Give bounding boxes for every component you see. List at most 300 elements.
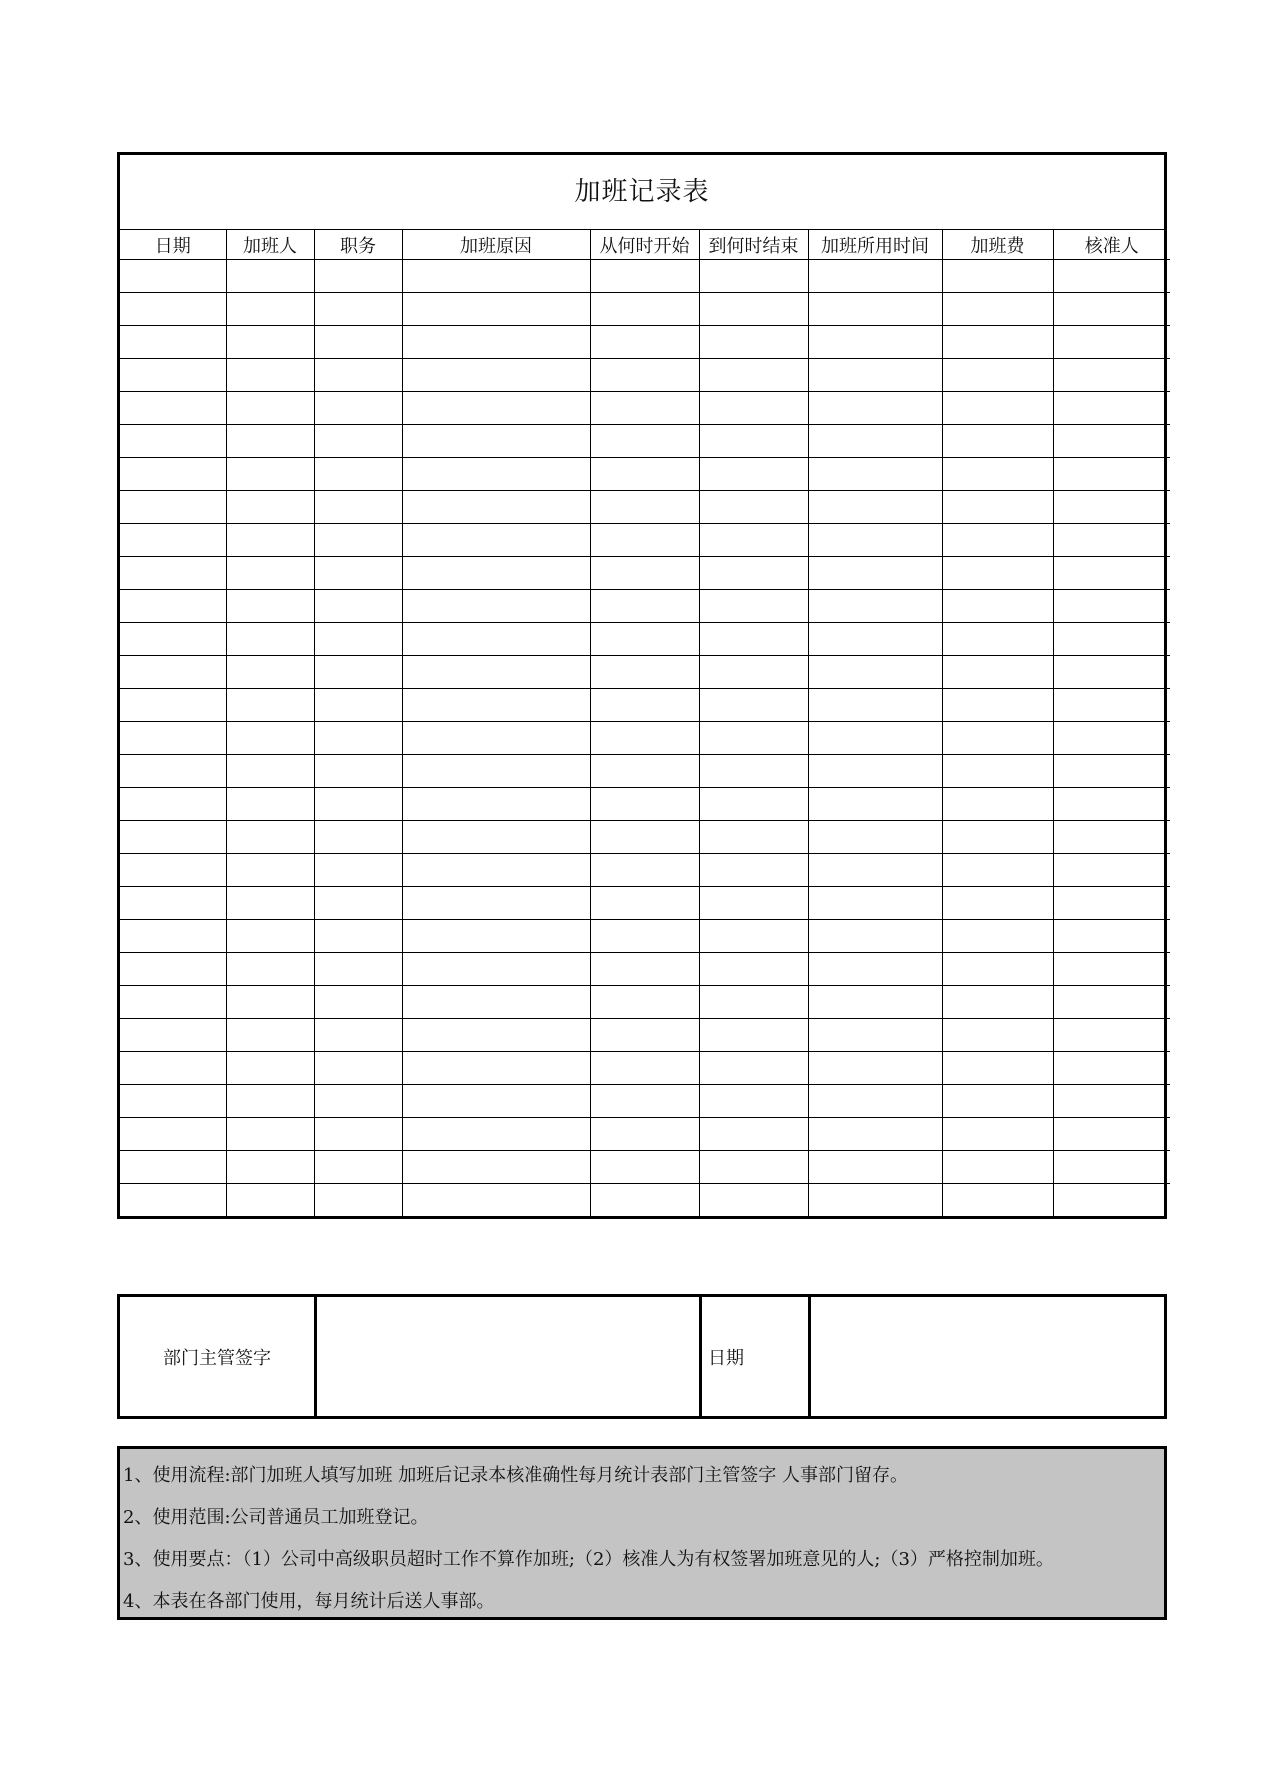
- table-cell[interactable]: [314, 590, 402, 623]
- column-header-position: 职务: [314, 230, 402, 260]
- table-cell[interactable]: [808, 689, 942, 722]
- table-cell[interactable]: [314, 293, 402, 326]
- table-cell[interactable]: [226, 359, 314, 392]
- table-cell[interactable]: [314, 821, 402, 854]
- table-cell[interactable]: [590, 491, 699, 524]
- table-cell[interactable]: [120, 755, 226, 788]
- table-cell[interactable]: [226, 557, 314, 590]
- table-cell[interactable]: [590, 986, 699, 1019]
- table-cell[interactable]: [120, 821, 226, 854]
- table-cell[interactable]: [942, 953, 1053, 986]
- table-cell[interactable]: [942, 854, 1053, 887]
- table-cell[interactable]: [402, 1151, 590, 1184]
- table-cell[interactable]: [226, 623, 314, 656]
- table-cell[interactable]: [120, 887, 226, 920]
- table-cell[interactable]: [699, 689, 808, 722]
- table-cell[interactable]: [120, 920, 226, 953]
- table-cell[interactable]: [942, 887, 1053, 920]
- table-cell[interactable]: [699, 590, 808, 623]
- column-header-duration: 加班所用时间: [808, 230, 942, 260]
- table-cell[interactable]: [590, 425, 699, 458]
- table-cell[interactable]: [699, 1019, 808, 1052]
- table-cell[interactable]: [699, 1151, 808, 1184]
- table-cell[interactable]: [590, 689, 699, 722]
- table-cell[interactable]: [808, 920, 942, 953]
- table-cell[interactable]: [120, 326, 226, 359]
- table-cell[interactable]: [590, 920, 699, 953]
- table-row: [120, 491, 1170, 524]
- table-cell[interactable]: [942, 821, 1053, 854]
- table-cell[interactable]: [314, 656, 402, 689]
- table-cell[interactable]: [120, 1151, 226, 1184]
- table-cell[interactable]: [314, 722, 402, 755]
- table-cell[interactable]: [402, 590, 590, 623]
- table-cell[interactable]: [699, 623, 808, 656]
- table-cell[interactable]: [314, 425, 402, 458]
- table-cell[interactable]: [120, 722, 226, 755]
- table-cell[interactable]: [226, 920, 314, 953]
- table-cell[interactable]: [120, 1118, 226, 1151]
- table-row: [120, 887, 1170, 920]
- table-cell[interactable]: [942, 656, 1053, 689]
- table-cell[interactable]: [402, 524, 590, 557]
- table-cell[interactable]: [1053, 722, 1170, 755]
- table-cell[interactable]: [808, 623, 942, 656]
- table-cell[interactable]: [120, 1184, 226, 1217]
- table-cell[interactable]: [226, 260, 314, 293]
- table-cell[interactable]: [120, 656, 226, 689]
- table-cell[interactable]: [226, 491, 314, 524]
- table-cell[interactable]: [699, 260, 808, 293]
- table-cell[interactable]: [402, 458, 590, 491]
- table-cell[interactable]: [314, 887, 402, 920]
- table-cell[interactable]: [314, 524, 402, 557]
- table-cell[interactable]: [590, 590, 699, 623]
- table-cell[interactable]: [314, 755, 402, 788]
- table-cell[interactable]: [402, 359, 590, 392]
- table-cell[interactable]: [1053, 260, 1170, 293]
- table-cell[interactable]: [402, 656, 590, 689]
- table-cell[interactable]: [1053, 821, 1170, 854]
- table-cell[interactable]: [699, 359, 808, 392]
- table-cell[interactable]: [699, 854, 808, 887]
- table-cell[interactable]: [314, 458, 402, 491]
- table-cell[interactable]: [226, 722, 314, 755]
- table-cell[interactable]: [942, 260, 1053, 293]
- table-cell[interactable]: [942, 326, 1053, 359]
- table-cell[interactable]: [120, 524, 226, 557]
- table-cell[interactable]: [1053, 1052, 1170, 1085]
- table-cell[interactable]: [942, 1118, 1053, 1151]
- table-cell[interactable]: [699, 1184, 808, 1217]
- table-cell[interactable]: [120, 260, 226, 293]
- table-cell[interactable]: [808, 755, 942, 788]
- table-cell[interactable]: [942, 359, 1053, 392]
- table-cell[interactable]: [808, 986, 942, 1019]
- table-cell[interactable]: [120, 590, 226, 623]
- table-cell[interactable]: [1053, 755, 1170, 788]
- table-cell[interactable]: [120, 953, 226, 986]
- table-cell[interactable]: [1053, 359, 1170, 392]
- table-row: [120, 1085, 1170, 1118]
- table-cell[interactable]: [699, 656, 808, 689]
- table-cell[interactable]: [226, 854, 314, 887]
- table-cell[interactable]: [590, 755, 699, 788]
- table-cell[interactable]: [699, 293, 808, 326]
- column-header-date: 日期: [120, 230, 226, 260]
- table-cell[interactable]: [1053, 524, 1170, 557]
- table-cell[interactable]: [808, 524, 942, 557]
- table-cell[interactable]: [590, 524, 699, 557]
- table-cell[interactable]: [808, 491, 942, 524]
- overtime-record-table: [117, 152, 1167, 1219]
- table-row: [120, 788, 1170, 821]
- table-row: [120, 722, 1170, 755]
- table-cell[interactable]: [314, 920, 402, 953]
- table-cell[interactable]: [1053, 425, 1170, 458]
- table-cell[interactable]: [590, 788, 699, 821]
- table-cell[interactable]: [226, 392, 314, 425]
- table-cell[interactable]: [1053, 623, 1170, 656]
- table-cell[interactable]: [1053, 1019, 1170, 1052]
- table-cell[interactable]: [314, 491, 402, 524]
- table-cell[interactable]: [1053, 986, 1170, 1019]
- note-2: 2、使用范围:公司普通员工加班登记。: [123, 1507, 429, 1528]
- table-cell[interactable]: [402, 1184, 590, 1217]
- table-cell[interactable]: [590, 293, 699, 326]
- table-row: [120, 986, 1170, 1019]
- table-cell[interactable]: [590, 1019, 699, 1052]
- table-row: [120, 293, 1170, 326]
- table-cell[interactable]: [590, 953, 699, 986]
- table-cell[interactable]: [942, 788, 1053, 821]
- table-cell[interactable]: [1053, 557, 1170, 590]
- table-cell[interactable]: [808, 260, 942, 293]
- table-cell[interactable]: [942, 392, 1053, 425]
- table-cell[interactable]: [942, 293, 1053, 326]
- table-cell[interactable]: [314, 854, 402, 887]
- supervisor-signature-label: 部门主管签字: [163, 1347, 271, 1369]
- table-cell[interactable]: [1053, 1118, 1170, 1151]
- table-cell[interactable]: [314, 689, 402, 722]
- table-cell[interactable]: [590, 1184, 699, 1217]
- table-cell[interactable]: [699, 557, 808, 590]
- table-cell[interactable]: [1053, 590, 1170, 623]
- note-3: 3、使用要点：（1）公司中高级职员超时工作不算作加班;（2）核准人为有权签署加班意见的人;（3）严格控制加班。: [123, 1549, 1054, 1570]
- table-cell[interactable]: [590, 326, 699, 359]
- table-cell[interactable]: [120, 359, 226, 392]
- table-cell[interactable]: [590, 887, 699, 920]
- table-cell[interactable]: [402, 887, 590, 920]
- table-row: [120, 425, 1170, 458]
- table-cell[interactable]: [226, 293, 314, 326]
- table-cell[interactable]: [942, 722, 1053, 755]
- table-cell[interactable]: [699, 1118, 808, 1151]
- table-cell[interactable]: [590, 1151, 699, 1184]
- table-cell[interactable]: [942, 689, 1053, 722]
- table-cell[interactable]: [1053, 887, 1170, 920]
- table-cell[interactable]: [590, 1052, 699, 1085]
- table-cell[interactable]: [590, 1085, 699, 1118]
- table-cell[interactable]: [1053, 1184, 1170, 1217]
- table-cell[interactable]: [808, 557, 942, 590]
- table-cell[interactable]: [402, 821, 590, 854]
- table-cell[interactable]: [590, 722, 699, 755]
- table-cell[interactable]: [699, 1085, 808, 1118]
- table-cell[interactable]: [314, 1052, 402, 1085]
- note-1: 1、使用流程:部门加班人填写加班 加班后记录本核准确性每月统计表部门主管签字 人事部门留存。: [123, 1465, 908, 1486]
- table-cell[interactable]: [1053, 326, 1170, 359]
- table-cell[interactable]: [590, 392, 699, 425]
- table-row: [120, 260, 1170, 293]
- table-cell[interactable]: [942, 920, 1053, 953]
- table-cell[interactable]: [942, 1052, 1053, 1085]
- table-cell[interactable]: [942, 1019, 1053, 1052]
- table-cell[interactable]: [120, 788, 226, 821]
- table-cell[interactable]: [314, 1085, 402, 1118]
- table-cell[interactable]: [226, 1118, 314, 1151]
- table-row: [120, 1118, 1170, 1151]
- table-cell[interactable]: [226, 590, 314, 623]
- table-cell[interactable]: [402, 1118, 590, 1151]
- table-cell[interactable]: [808, 722, 942, 755]
- table-cell[interactable]: [120, 623, 226, 656]
- table-cell[interactable]: [226, 1052, 314, 1085]
- signature-section: [117, 1294, 1167, 1419]
- table-row: [120, 920, 1170, 953]
- table-row: [120, 689, 1170, 722]
- table-cell[interactable]: [590, 821, 699, 854]
- column-header-overtime-pay: 加班费: [942, 230, 1053, 260]
- table-cell[interactable]: [402, 1019, 590, 1052]
- table-cell[interactable]: [699, 953, 808, 986]
- table-row: [120, 590, 1170, 623]
- table-cell[interactable]: [402, 689, 590, 722]
- table-row: [120, 326, 1170, 359]
- table-cell[interactable]: [699, 887, 808, 920]
- table-cell[interactable]: [402, 986, 590, 1019]
- table-row: [120, 821, 1170, 854]
- table-cell[interactable]: [590, 656, 699, 689]
- table-cell[interactable]: [1053, 788, 1170, 821]
- table-cell[interactable]: [808, 1019, 942, 1052]
- table-cell[interactable]: [226, 1184, 314, 1217]
- table-cell[interactable]: [226, 689, 314, 722]
- table-cell[interactable]: [808, 293, 942, 326]
- table-cell[interactable]: [590, 1118, 699, 1151]
- table-cell[interactable]: [699, 392, 808, 425]
- table-cell[interactable]: [808, 854, 942, 887]
- table-cell[interactable]: [942, 1184, 1053, 1217]
- table-cell[interactable]: [402, 425, 590, 458]
- table-cell[interactable]: [942, 458, 1053, 491]
- table-cell[interactable]: [699, 986, 808, 1019]
- table-cell[interactable]: [699, 425, 808, 458]
- table-cell[interactable]: [942, 1085, 1053, 1118]
- table-cell[interactable]: [226, 425, 314, 458]
- table-cell[interactable]: [120, 491, 226, 524]
- table-cell[interactable]: [402, 755, 590, 788]
- table-cell[interactable]: [226, 953, 314, 986]
- table-cell[interactable]: [314, 326, 402, 359]
- table-row: [120, 359, 1170, 392]
- table-cell[interactable]: [808, 953, 942, 986]
- table-cell[interactable]: [1053, 458, 1170, 491]
- table-cell[interactable]: [808, 1052, 942, 1085]
- table-cell[interactable]: [314, 557, 402, 590]
- table-cell[interactable]: [120, 986, 226, 1019]
- table-cell[interactable]: [699, 788, 808, 821]
- table-cell[interactable]: [942, 524, 1053, 557]
- table-row: [120, 656, 1170, 689]
- table-cell[interactable]: [808, 392, 942, 425]
- table-cell[interactable]: [226, 656, 314, 689]
- table-row: [120, 623, 1170, 656]
- table-cell[interactable]: [226, 1019, 314, 1052]
- table-cell[interactable]: [314, 359, 402, 392]
- table-cell[interactable]: [226, 821, 314, 854]
- table-cell[interactable]: [699, 920, 808, 953]
- table-cell[interactable]: [314, 623, 402, 656]
- table-cell[interactable]: [402, 623, 590, 656]
- table-cell[interactable]: [226, 788, 314, 821]
- table-cell[interactable]: [402, 788, 590, 821]
- table-cell[interactable]: [699, 722, 808, 755]
- table-cell[interactable]: [226, 458, 314, 491]
- table-cell[interactable]: [120, 458, 226, 491]
- table-cell[interactable]: [942, 623, 1053, 656]
- table-cell[interactable]: [402, 491, 590, 524]
- table-cell[interactable]: [942, 986, 1053, 1019]
- table-cell[interactable]: [314, 788, 402, 821]
- table-cell[interactable]: [1053, 1151, 1170, 1184]
- note-4: 4、本表在各部门使用，每月统计后送人事部。: [123, 1591, 495, 1612]
- table-cell[interactable]: [808, 1118, 942, 1151]
- table-cell[interactable]: [808, 1184, 942, 1217]
- table-cell[interactable]: [808, 1151, 942, 1184]
- table-cell[interactable]: [120, 425, 226, 458]
- table-cell[interactable]: [942, 491, 1053, 524]
- table-cell[interactable]: [1053, 953, 1170, 986]
- table-cell[interactable]: [808, 788, 942, 821]
- table-cell[interactable]: [314, 260, 402, 293]
- table-cell[interactable]: [402, 326, 590, 359]
- table-cell[interactable]: [1053, 1085, 1170, 1118]
- table-cell[interactable]: [402, 260, 590, 293]
- table-cell[interactable]: [699, 755, 808, 788]
- table-cell[interactable]: [402, 953, 590, 986]
- table-cell[interactable]: [699, 1052, 808, 1085]
- table-cell[interactable]: [120, 689, 226, 722]
- table-cell[interactable]: [590, 557, 699, 590]
- table-row: [120, 557, 1170, 590]
- form-title: 加班记录表: [120, 155, 1164, 230]
- table-cell[interactable]: [942, 557, 1053, 590]
- table-cell[interactable]: [120, 293, 226, 326]
- table-cell[interactable]: [226, 524, 314, 557]
- table-cell[interactable]: [314, 1118, 402, 1151]
- table-cell[interactable]: [120, 1085, 226, 1118]
- table-cell[interactable]: [699, 491, 808, 524]
- table-cell[interactable]: [120, 392, 226, 425]
- table-cell[interactable]: [808, 425, 942, 458]
- table-cell[interactable]: [226, 1085, 314, 1118]
- table-cell[interactable]: [226, 1151, 314, 1184]
- table-cell[interactable]: [226, 755, 314, 788]
- table-cell[interactable]: [226, 887, 314, 920]
- table-cell[interactable]: [402, 1085, 590, 1118]
- table-cell[interactable]: [402, 854, 590, 887]
- table-cell[interactable]: [402, 557, 590, 590]
- table-cell[interactable]: [699, 458, 808, 491]
- table-cell[interactable]: [402, 392, 590, 425]
- table-row: [120, 1184, 1170, 1217]
- table-cell[interactable]: [590, 359, 699, 392]
- table-cell[interactable]: [942, 755, 1053, 788]
- table-cell[interactable]: [1053, 920, 1170, 953]
- table-cell[interactable]: [314, 1184, 402, 1217]
- table-cell[interactable]: [226, 986, 314, 1019]
- table-cell[interactable]: [226, 326, 314, 359]
- table-row: [120, 1052, 1170, 1085]
- table-cell[interactable]: [1053, 392, 1170, 425]
- table-cell[interactable]: [699, 326, 808, 359]
- table-cell[interactable]: [402, 1052, 590, 1085]
- table-cell[interactable]: [808, 359, 942, 392]
- column-header-start-time: 从何时开始: [590, 230, 699, 260]
- table-cell[interactable]: [314, 986, 402, 1019]
- table-cell[interactable]: [120, 854, 226, 887]
- table-cell[interactable]: [699, 524, 808, 557]
- table-cell[interactable]: [402, 293, 590, 326]
- column-header-end-time: 到何时结束: [699, 230, 808, 260]
- table-cell[interactable]: [699, 821, 808, 854]
- table-cell[interactable]: [120, 557, 226, 590]
- table-cell[interactable]: [120, 1019, 226, 1052]
- table-cell[interactable]: [808, 887, 942, 920]
- table-cell[interactable]: [120, 1052, 226, 1085]
- table-cell[interactable]: [942, 1151, 1053, 1184]
- table-cell[interactable]: [1053, 689, 1170, 722]
- table-cell[interactable]: [314, 1019, 402, 1052]
- table-cell[interactable]: [590, 623, 699, 656]
- table-cell[interactable]: [942, 425, 1053, 458]
- table-cell[interactable]: [808, 821, 942, 854]
- table-cell[interactable]: [942, 590, 1053, 623]
- table-cell[interactable]: [590, 458, 699, 491]
- table-cell[interactable]: [314, 392, 402, 425]
- table-cell[interactable]: [1053, 656, 1170, 689]
- supervisor-signature-field[interactable]: [314, 1297, 699, 1416]
- table-cell[interactable]: [314, 1151, 402, 1184]
- table-cell[interactable]: [402, 920, 590, 953]
- table-cell[interactable]: [314, 953, 402, 986]
- table-cell[interactable]: [590, 854, 699, 887]
- usage-notes: [117, 1446, 1167, 1620]
- table-cell[interactable]: [590, 260, 699, 293]
- table-cell[interactable]: [1053, 491, 1170, 524]
- date-label: 日期: [699, 1297, 808, 1416]
- table-cell[interactable]: [402, 722, 590, 755]
- table-cell[interactable]: [1053, 854, 1170, 887]
- table-cell[interactable]: [808, 656, 942, 689]
- table-cell[interactable]: [808, 458, 942, 491]
- table-cell[interactable]: [808, 590, 942, 623]
- table-cell[interactable]: [808, 1085, 942, 1118]
- date-field[interactable]: [808, 1297, 1164, 1416]
- table-cell[interactable]: [808, 326, 942, 359]
- table-cell[interactable]: [1053, 293, 1170, 326]
